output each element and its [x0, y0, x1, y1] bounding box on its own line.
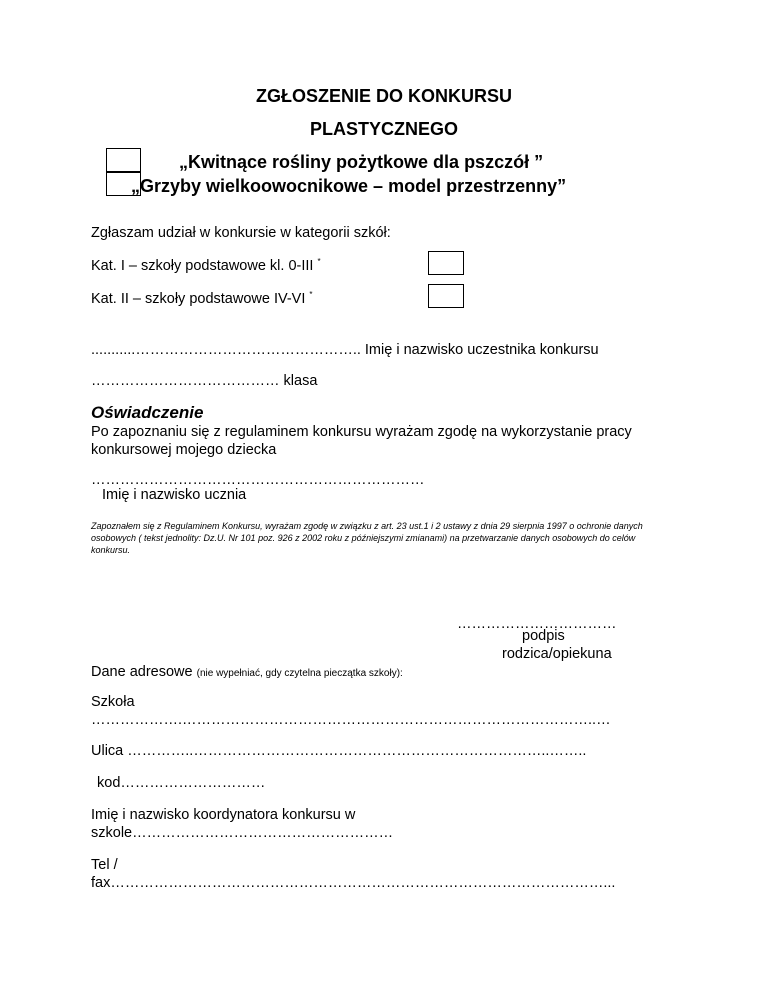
option1-checkbox[interactable]: [106, 148, 141, 172]
gdpr-consent-text: Zapoznałem się z Regulaminem Konkursu, wyrażam zgodę w związku z art. 23 ust.1 i 2 ustawy z dnia 29 sierpnia 1997 o ochronie danych osobowych ( tekst jednolity: Dz.U. Nr 101 poz. 926 z 2002 roku z późniejszymi zmianami) na przetwarzanie danych osobowych do celów konkursu.: [91, 521, 643, 555]
kat2-asterisk: *: [309, 290, 313, 299]
street-field[interactable]: Ulica …………..………………………………………………………………..……..: [91, 743, 587, 759]
address-heading: Dane adresowe (nie wypełniać, gdy czytelna pieczątka szkoły):: [91, 664, 403, 680]
coordinator-field[interactable]: szkole………………………………………………: [91, 825, 394, 841]
signature-label-1: podpis: [522, 628, 565, 644]
form-title-line2: PLASTYCZNEGO: [309, 119, 458, 139]
school-field[interactable]: ……………….…………………………………………………………………………..…: [91, 712, 611, 728]
kat1-checkbox[interactable]: [428, 251, 464, 275]
signature-label-2: rodzica/opiekuna: [502, 646, 612, 662]
participant-class-field[interactable]: ………………………………… klasa: [91, 373, 318, 389]
student-signature-field[interactable]: ……………………………………………………………: [91, 472, 425, 488]
student-name-label: Imię i nazwisko ucznia: [102, 487, 247, 503]
address-note: (nie wypełniać, gdy czytelna pieczątka szkoły):: [196, 668, 403, 679]
tel-fax-field[interactable]: fax…………………………………………………………………………………………...: [91, 875, 616, 891]
statement-text-line2: konkursowej mojego dziecka: [91, 442, 277, 458]
category-intro: Zgłaszam udział w konkursie w kategorii szkół:: [91, 225, 391, 241]
kat1-label: Kat. I – szkoły podstawowe kl. 0-III *: [91, 257, 321, 274]
kat2-label: Kat. II – szkoły podstawowe IV-VI *: [91, 290, 313, 307]
kat1-asterisk: *: [317, 257, 321, 266]
school-label: Szkoła: [91, 694, 135, 710]
postal-code-field[interactable]: kod…………………………: [97, 775, 266, 791]
statement-heading: Oświadczenie: [91, 403, 204, 422]
kat2-checkbox[interactable]: [428, 284, 464, 308]
coordinator-label: Imię i nazwisko koordynatora konkursu w: [91, 807, 356, 823]
option2-label: „Grzyby wielkoowocnikowe – model przestrzenny”: [131, 176, 567, 196]
form-title-line1: ZGŁOSZENIE DO KONKURSU: [255, 86, 512, 106]
participant-name-field[interactable]: ...........……………………………………….. Imię i nazwisko uczestnika konkursu: [91, 342, 599, 358]
statement-text-line1: Po zapoznaniu się z regulaminem konkursu wyrażam zgodę na wykorzystanie pracy: [91, 424, 632, 440]
tel-fax-label: Tel /: [91, 857, 118, 873]
parent-signature-field[interactable]: ……………………………: [457, 616, 617, 632]
option1-label: „Kwitnące rośliny pożytkowe dla pszczół ”: [179, 152, 544, 172]
